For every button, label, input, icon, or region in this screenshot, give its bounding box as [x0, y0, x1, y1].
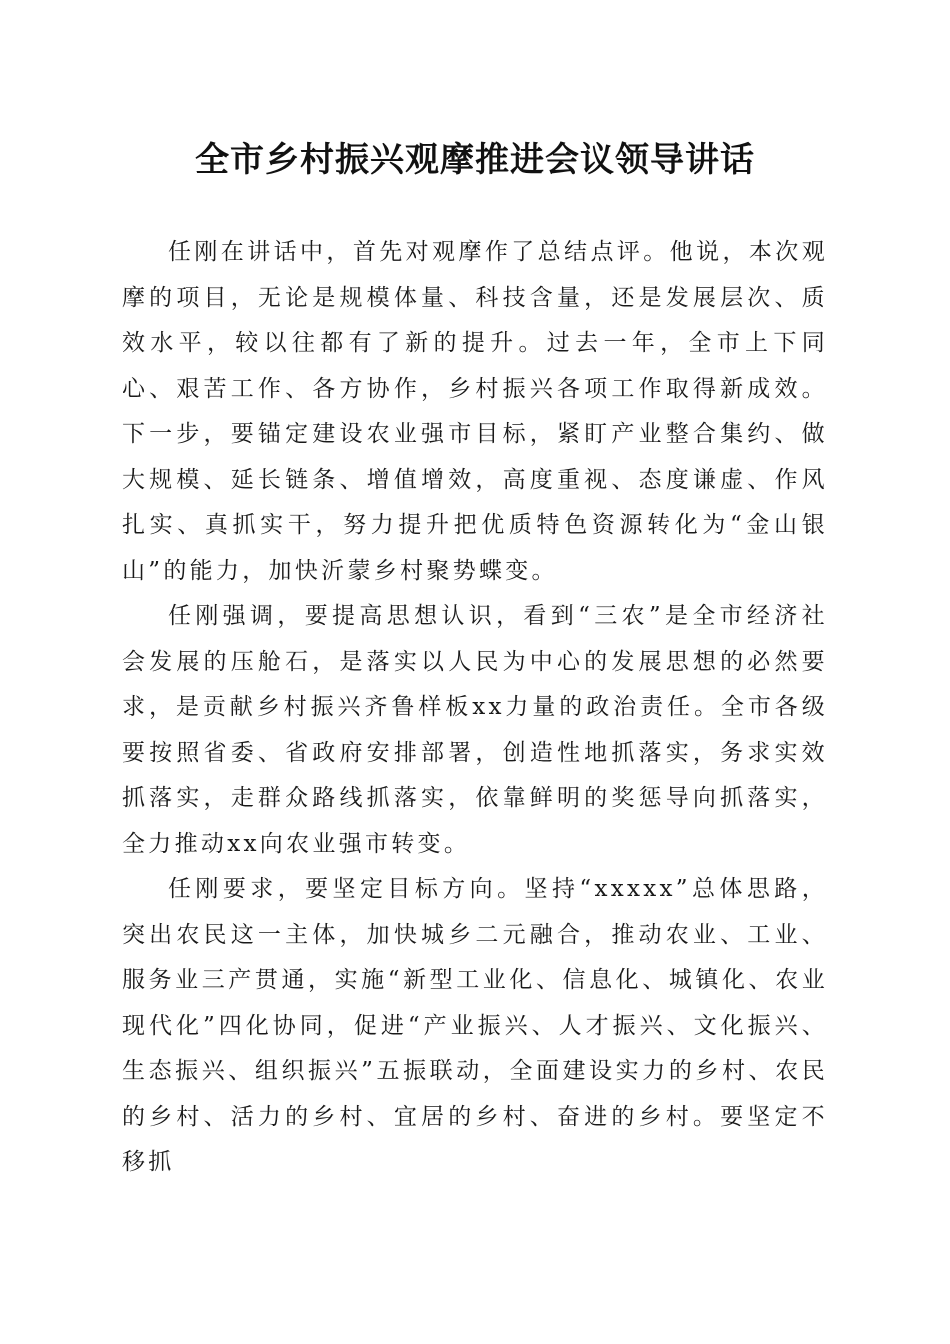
body-paragraph-2: 任刚强调，要提高思想认识，看到“三农”是全市经济社会发展的压舱石，是落实以人民为中心的发展思想的必然要求，是贡献乡村振兴齐鲁样板xx力量的政治责任。全市各级要按照省委、省政府安排部署，创造性地抓落实，务求实效抓落实，走群众路线抓落实，依靠鲜明的奖惩导向抓落实，全力推动xx向农业强市转变。: [122, 603, 828, 857]
body-paragraph-3: 任刚要求，要坚定目标方向。坚持“xxxxx”总体思路，突出农民这一主体，加快城乡二元融合，推动农业、工业、服务业三产贯通，实施“新型工业化、信息化、城镇化、农业现代化”四化协同，促进“产业振兴、人才振兴、文化振兴、生态振兴、组织振兴”五振联动，全面建设实力的乡村、农民的乡村、活力的乡村、宜居的乡村、奋进的乡村。要坚定不移抓: [122, 876, 828, 1175]
body-paragraph-1: 任刚在讲话中，首先对观摩作了总结点评。他说，本次观摩的项目，无论是规模体量、科技含量，还是发展层次、质效水平，较以往都有了新的提升。过去一年，全市上下同心、艰苦工作、各方协作，乡村振兴各项工作取得新成效。下一步，要锚定建设农业强市目标，紧盯产业整合集约、做大规模、延长链条、增值增效，高度重视、态度谦虚、作风扎实、真抓实干，努力提升把优质特色资源转化为“金山银山”的能力，加快沂蒙乡村聚势蝶变。: [122, 239, 828, 584]
document-title: 全市乡村振兴观摩推进会议领导讲话: [195, 140, 755, 180]
document-body: [122, 230, 828, 1186]
